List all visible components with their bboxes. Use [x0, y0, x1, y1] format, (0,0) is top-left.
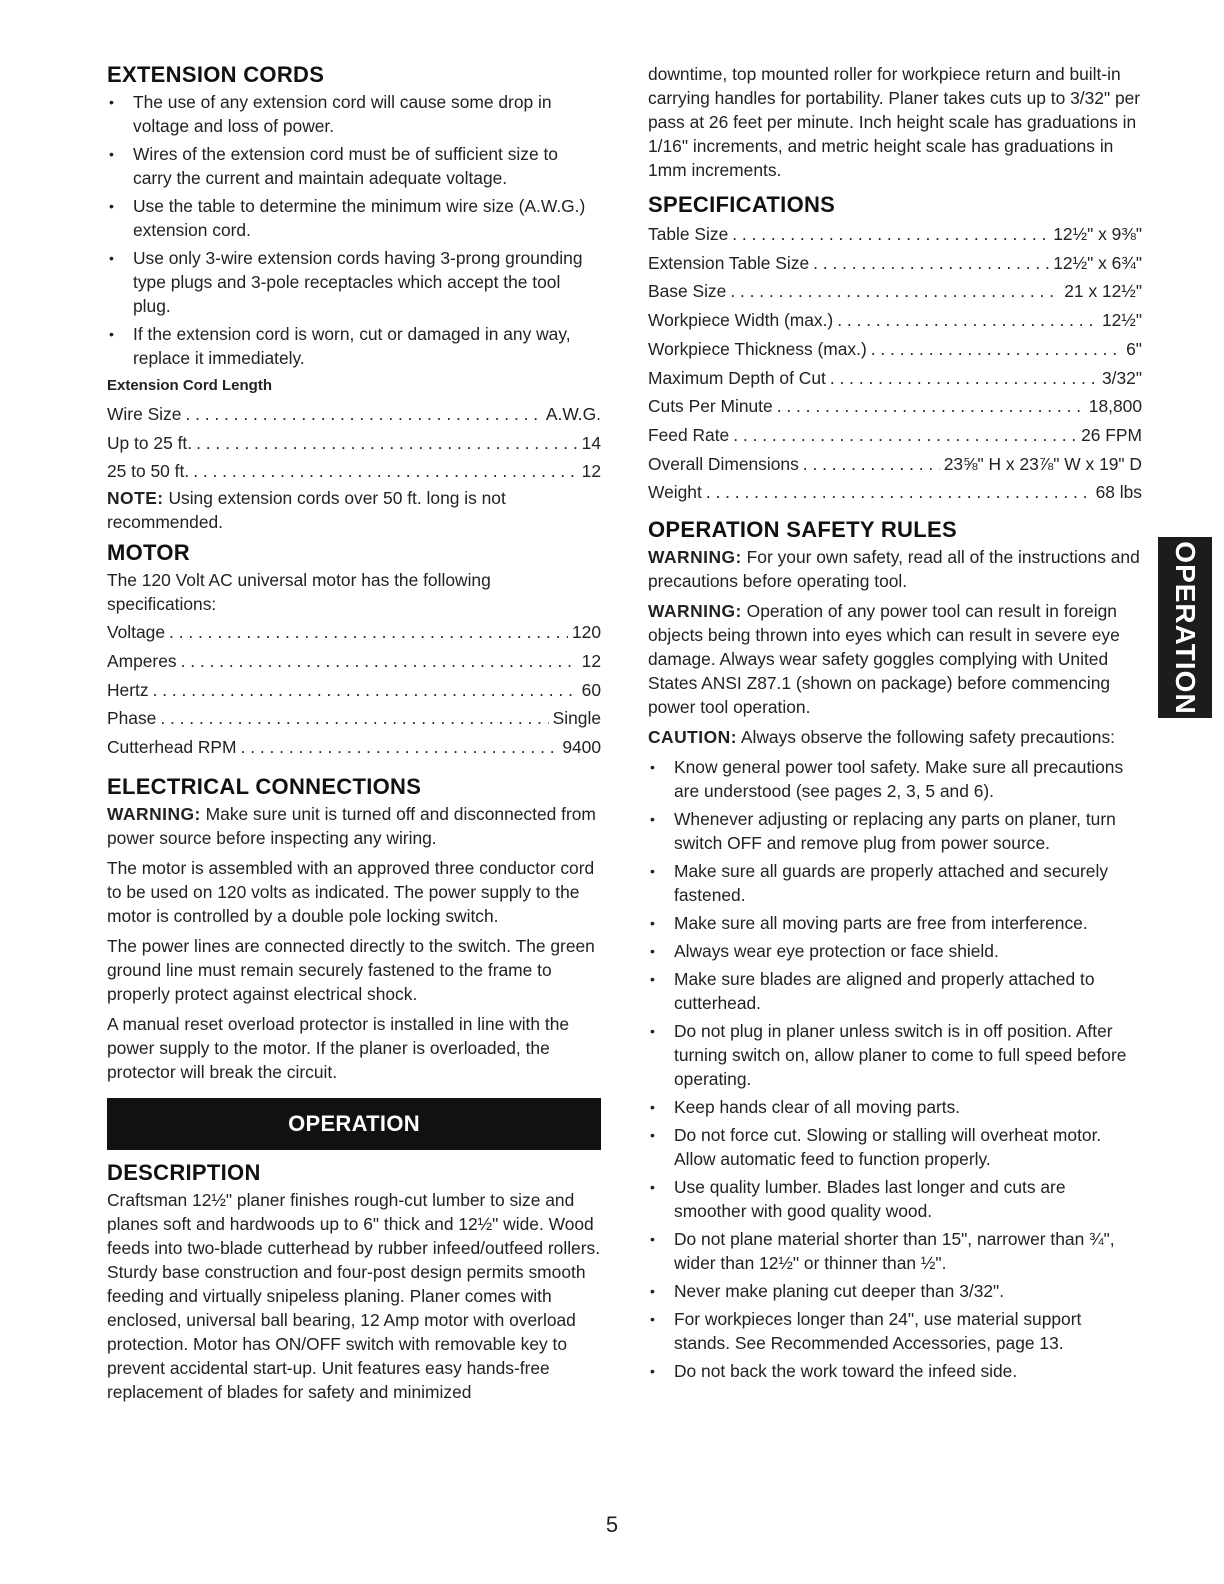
row-value: 14 [581, 432, 601, 453]
row-value: A.W.G. [545, 404, 601, 424]
caution-text: Always observe the following safety precautions: [737, 727, 1115, 748]
electrical-paragraph: The power lines are connected directly to the switch. The green ground line must remain securely fastened to the frame to properly protect against electrical shock. [107, 935, 595, 1004]
row-label: Phase [107, 708, 157, 729]
table-row [648, 421, 1142, 450]
row-value: 12 [581, 650, 601, 671]
motor-intro: The 120 Volt AC universal motor has the following specifications: [107, 570, 491, 615]
list-item: • If the extension cord is worn, cut or damaged in any way, replace it immediately. [107, 322, 601, 370]
table-row [107, 647, 601, 676]
description-text: Craftsman 12½" planer finishes rough-cut lumber to size and planes soft and hardwoods up to 6" thick and 12½" wide. Wood feeds into two-blade cutterhead by rubber infeed/outfeed rollers. Sturdy base construction and four-post design permits smooth feeding and virtually snipeless planing. Planer comes with enclosed, universal ball bearing, 12 Amp motor with overload protection. Motor has ON/OFF switch with removable key to prevent accidental start-up. Unit features easy hands-free replacement of blades for safety and minimized [107, 1189, 601, 1402]
row-value: 12½" x 6¾" [1053, 252, 1142, 273]
table-row [107, 676, 601, 705]
list-item: • Do not plug in planer unless switch is in off position. After turning switch on, allow planer to come to full speed before operating. [648, 1019, 1142, 1091]
extension-note [107, 486, 601, 534]
row-label: Table Size [648, 224, 729, 244]
row-label: Wire Size [107, 404, 182, 424]
caution-label: CAUTION: [648, 727, 738, 748]
row-value: 26 FPM [1081, 424, 1142, 445]
table-row [648, 220, 1142, 249]
table-row [648, 392, 1142, 421]
row-value: 60 [581, 679, 601, 700]
row-value: 23⅝" H x 23⅞" W x 19" D [943, 453, 1142, 474]
table-row [648, 306, 1142, 335]
list-item: • Whenever adjusting or replacing any parts on planer, turn switch OFF and remove plug from power source. [648, 807, 1142, 855]
table-row [648, 478, 1142, 507]
row-value: 9400 [562, 736, 601, 757]
row-label: Voltage [107, 622, 166, 643]
table-row [648, 249, 1142, 278]
warning-text: Make sure unit is turned off and disconnected from power source before inspecting any wiring. [107, 803, 596, 848]
row-label: Extension Table Size [648, 252, 810, 273]
row-value: 3/32" [1101, 367, 1142, 388]
row-value: Single [552, 708, 601, 729]
side-tab-label: OPERATION [1170, 540, 1201, 715]
table-row [107, 400, 601, 429]
page-number: 5 [605, 1512, 619, 1537]
extension-cords-list [107, 90, 601, 370]
row-label: Cuts Per Minute [648, 396, 773, 417]
table-row [107, 733, 601, 762]
list-item: • Make sure all guards are properly attached and securely fastened. [648, 859, 1142, 907]
specifications-table [648, 220, 1142, 507]
table-row [648, 364, 1142, 393]
list-item: • Use only 3-wire extension cords having 3-prong grounding type plugs and 3-pole receptacles which accept the tool plug. [107, 246, 601, 318]
list-item: • For workpieces longer than 24", use material support stands. See Recommended Accessories, page 13. [648, 1307, 1142, 1355]
extension-table [107, 400, 601, 486]
table-row [648, 335, 1142, 364]
row-value: 6" [1126, 338, 1142, 359]
extension-cords-heading: EXTENSION CORDS [107, 62, 325, 87]
description-continued: downtime, top mounted roller for workpiece return and built-in carrying handles for portability. Planer takes cuts up to 3/32" per pass at 26 feet per minute. Inch height scale has graduations in 1/16" increments, and metric height scale has graduations in 1mm increments. [648, 64, 1141, 180]
row-label: Workpiece Width (max.) [648, 310, 834, 331]
row-value: 21 x 12½" [1064, 281, 1142, 302]
warning-label: WARNING: [107, 803, 201, 824]
warning-label: WARNING: [648, 547, 742, 568]
row-value: 18,800 [1088, 396, 1142, 417]
note-text: Using extension cords over 50 ft. long is not recommended. [107, 488, 506, 533]
row-label: Cutterhead RPM [107, 736, 237, 757]
list-item: • Wires of the extension cord must be of sufficient size to carry the current and maintain adequate voltage. [107, 142, 601, 190]
row-label: Weight [648, 482, 702, 503]
list-item: • Do not back the work toward the infeed side. [648, 1359, 1142, 1383]
motor-table [107, 618, 601, 762]
electrical-warning [107, 802, 601, 850]
safety-rules-list [648, 755, 1142, 1383]
list-item: • Always wear eye protection or face shield. [648, 939, 1142, 963]
safety-warning-2 [648, 599, 1142, 719]
electrical-paragraph: The motor is assembled with an approved three conductor cord to be used on 120 volts as indicated. The power supply to the motor is controlled by a double pole locking switch. [107, 857, 595, 926]
warning-text: Operation of any power tool can result in foreign objects being thrown into eyes which can result in severe eye damage. Always wear safety goggles complying with United States ANSI Z87.1 (shown on package) before commencing power tool operation. [648, 601, 1120, 718]
table-row [648, 277, 1142, 306]
safety-rules-heading: OPERATION SAFETY RULES [648, 517, 957, 543]
row-value: 12½" [1101, 310, 1142, 331]
right-column [648, 62, 1142, 1387]
row-label: Base Size [648, 281, 727, 302]
table-row [107, 704, 601, 733]
list-item: • Do not plane material shorter than 15", narrower than ¾", wider than 12½" or thinner than ½". [648, 1227, 1142, 1275]
list-item: • Do not force cut. Slowing or stalling will overheat motor. Allow automatic feed to function properly. [648, 1123, 1142, 1171]
row-label: Maximum Depth of Cut [648, 367, 826, 388]
specifications-heading: SPECIFICATIONS [648, 192, 836, 217]
list-item: • Keep hands clear of all moving parts. [648, 1095, 1142, 1119]
extension-table-title: Extension Cord Length [107, 377, 272, 394]
list-item: • Use the table to determine the minimum wire size (A.W.G.) extension cord. [107, 194, 601, 242]
description-heading: DESCRIPTION [107, 1159, 261, 1185]
list-item: • Make sure all moving parts are free from interference. [648, 911, 1142, 935]
row-value: 68 lbs [1095, 482, 1142, 503]
table-row [107, 457, 601, 486]
table-row [107, 429, 601, 458]
list-item: • Use quality lumber. Blades last longer and cuts are smoother with good quality wood. [648, 1175, 1142, 1223]
safety-warning-1 [648, 545, 1142, 593]
table-row [648, 450, 1142, 479]
list-item: • Know general power tool safety. Make sure all precautions are understood (see pages 2, 3, 5 and 6). [648, 755, 1142, 803]
row-value: 12½" x 9⅜" [1053, 224, 1142, 244]
list-item: • Never make planing cut deeper than 3/32". [648, 1279, 1142, 1303]
left-column [107, 62, 601, 1410]
row-value: 120 [571, 622, 601, 643]
electrical-paragraph: A manual reset overload protector is installed in line with the power supply to the motor. If the planer is overloaded, the protector will break the circuit. [107, 1013, 570, 1082]
table-row [107, 618, 601, 647]
safety-caution [648, 725, 1142, 749]
row-label: Hertz [107, 679, 149, 700]
row-label: Up to 25 ft. [107, 432, 193, 453]
operation-side-tab [1158, 537, 1212, 718]
operation-banner: OPERATION [107, 1098, 601, 1150]
list-item: • Make sure blades are aligned and properly attached to cutterhead. [648, 967, 1142, 1015]
row-label: Feed Rate [648, 424, 730, 445]
row-label: 25 to 50 ft. [107, 461, 190, 482]
motor-heading: MOTOR [107, 540, 190, 566]
list-item: • The use of any extension cord will cause some drop in voltage and loss of power. [107, 90, 601, 138]
row-value: 12 [581, 461, 601, 482]
row-label: Overall Dimensions [648, 453, 799, 474]
warning-label: WARNING: [648, 601, 742, 622]
note-label: NOTE: [107, 488, 164, 509]
electrical-heading: ELECTRICAL CONNECTIONS [107, 773, 422, 799]
warning-text: For your own safety, read all of the instructions and precautions before operating tool. [648, 547, 1140, 592]
row-label: Amperes [107, 650, 177, 671]
row-label: Workpiece Thickness (max.) [648, 338, 867, 359]
